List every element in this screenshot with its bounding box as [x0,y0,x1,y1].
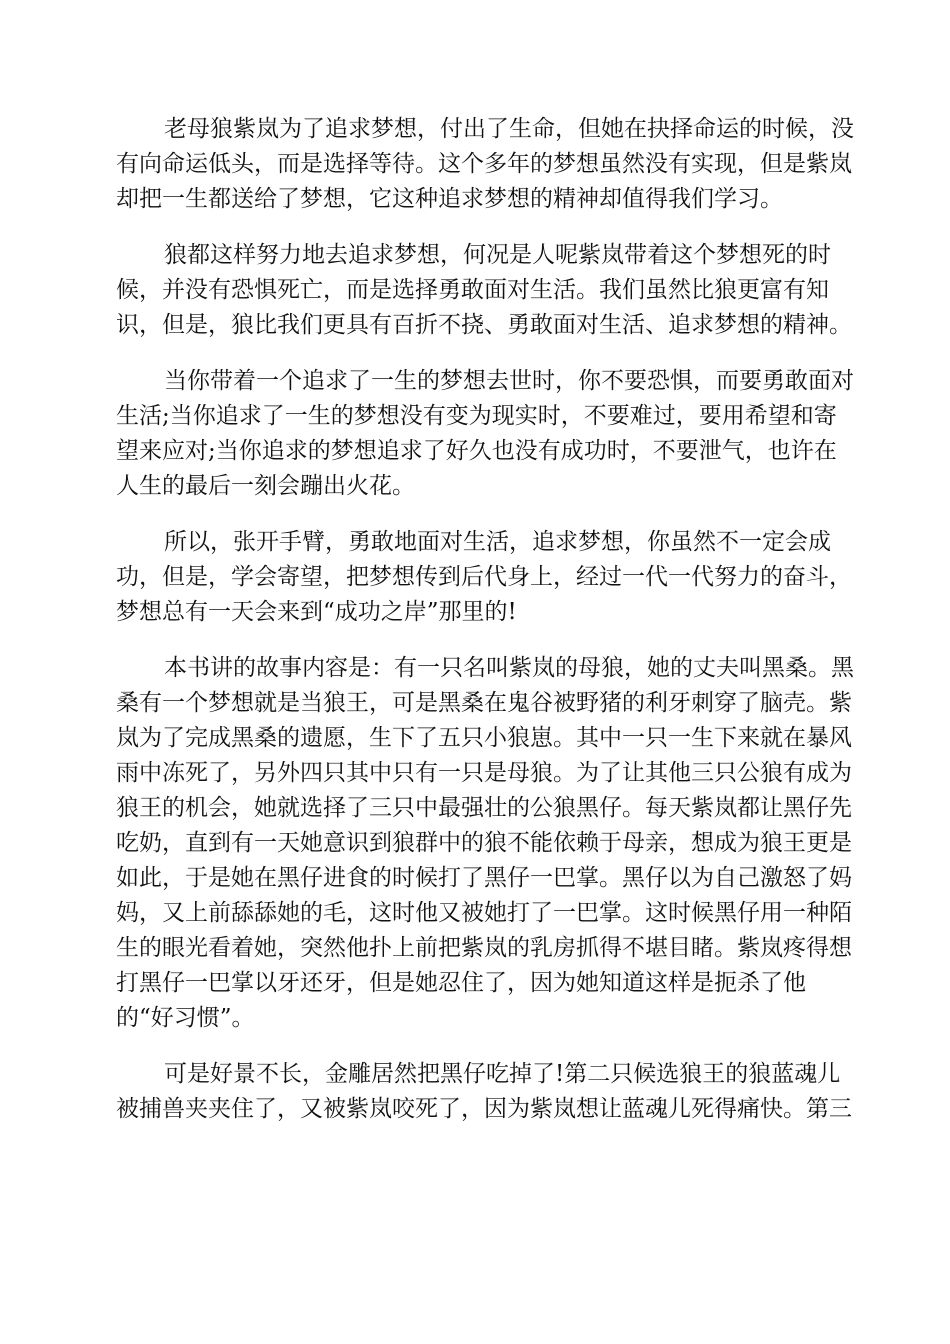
text-line: 有向命运低头，而是选择等待。这个多年的梦想虽然没有实现，但是紫岚 [116,151,852,177]
text-line: 老母狼紫岚为了追求梦想，付出了生命，但她在抉择命运的时候，没 [164,116,854,142]
text-line: 却把一生都送给了梦想，它这种追求梦想的精神却值得我们学习。 [116,186,783,212]
text-line: 识，但是，狼比我们更具有百折不挠、勇敢面对生活、追求梦想的精神。 [116,312,852,338]
text-line: 岚为了完成黑桑的遗愿，生下了五只小狼崽。其中一只一生下来就在暴风 [116,725,852,751]
text-line: 望来应对;当你追求的梦想追求了好久也没有成功时，不要泄气，也许在 [116,438,837,464]
paragraph-1 [116,112,854,217]
paragraph-2 [116,238,852,343]
text-line: 人生的最后一刻会蹦出火花。 [116,473,415,499]
text-line: 生的眼光看着她，突然他扑上前把紫岚的乳房抓得不堪目睹。紫岚疼得想 [116,935,852,961]
paragraph-6 [116,1057,852,1127]
paragraph-4 [116,525,852,630]
text-line: 吃奶，直到有一天她意识到狼群中的狼不能依赖于母亲，想成为狼王更是 [116,830,852,856]
text-line: 所以，张开手臂，勇敢地面对生活，追求梦想，你虽然不一定会成 [164,529,831,555]
text-line: 狼都这样努力地去追求梦想，何况是人呢紫岚带着这个梦想死的时 [164,242,831,268]
text-line: 生活;当你追求了一生的梦想没有变为现实时，不要难过，要用希望和寄 [116,403,837,429]
text-line: 当你带着一个追求了一生的梦想去世时，你不要恐惧，而要勇敢面对 [164,368,854,394]
text-line: 被捕兽夹夹住了，又被紫岚咬死了，因为紫岚想让蓝魂儿死得痛快。第三 [116,1096,852,1122]
text-line: 狼王的机会，她就选择了三只中最强壮的公狼黑仔。每天紫岚都让黑仔先 [116,795,852,821]
text-line: 桑有一个梦想就是当狼王，可是黑桑在鬼谷被野猪的利牙刺穿了脑壳。紫 [116,690,852,716]
text-line: 可是好景不长，金雕居然把黑仔吃掉了!第二只候选狼王的狼蓝魂儿 [164,1061,841,1087]
text-line: 功，但是，学会寄望，把梦想传到后代身上，经过一代一代努力的奋斗， [116,564,852,590]
text-line: 妈，又上前舔舔她的毛，这时他又被她打了一巴掌。这时候黑仔用一种陌 [116,900,852,926]
document-body [116,112,854,1148]
text-line: 雨中冻死了，另外四只其中只有一只是母狼。为了让其他三只公狼有成为 [116,760,852,786]
paragraph-3 [116,364,854,504]
text-line: 的“好习惯”。 [116,1005,255,1031]
text-line: 如此，于是她在黑仔进食的时候打了黑仔一巴掌。黑仔以为自己激怒了妈 [116,865,852,891]
text-line: 梦想总有一天会来到“成功之岸”那里的! [116,599,517,625]
text-line: 本书讲的故事内容是：有一只名叫紫岚的母狼，她的丈夫叫黑桑。黑 [164,655,854,681]
text-line: 候，并没有恐惧死亡，而是选择勇敢面对生活。我们虽然比狼更富有知 [116,277,829,303]
paragraph-5 [116,651,854,1036]
text-line: 打黑仔一巴掌以牙还牙，但是她忍住了，因为她知道这样是扼杀了他 [116,970,806,996]
